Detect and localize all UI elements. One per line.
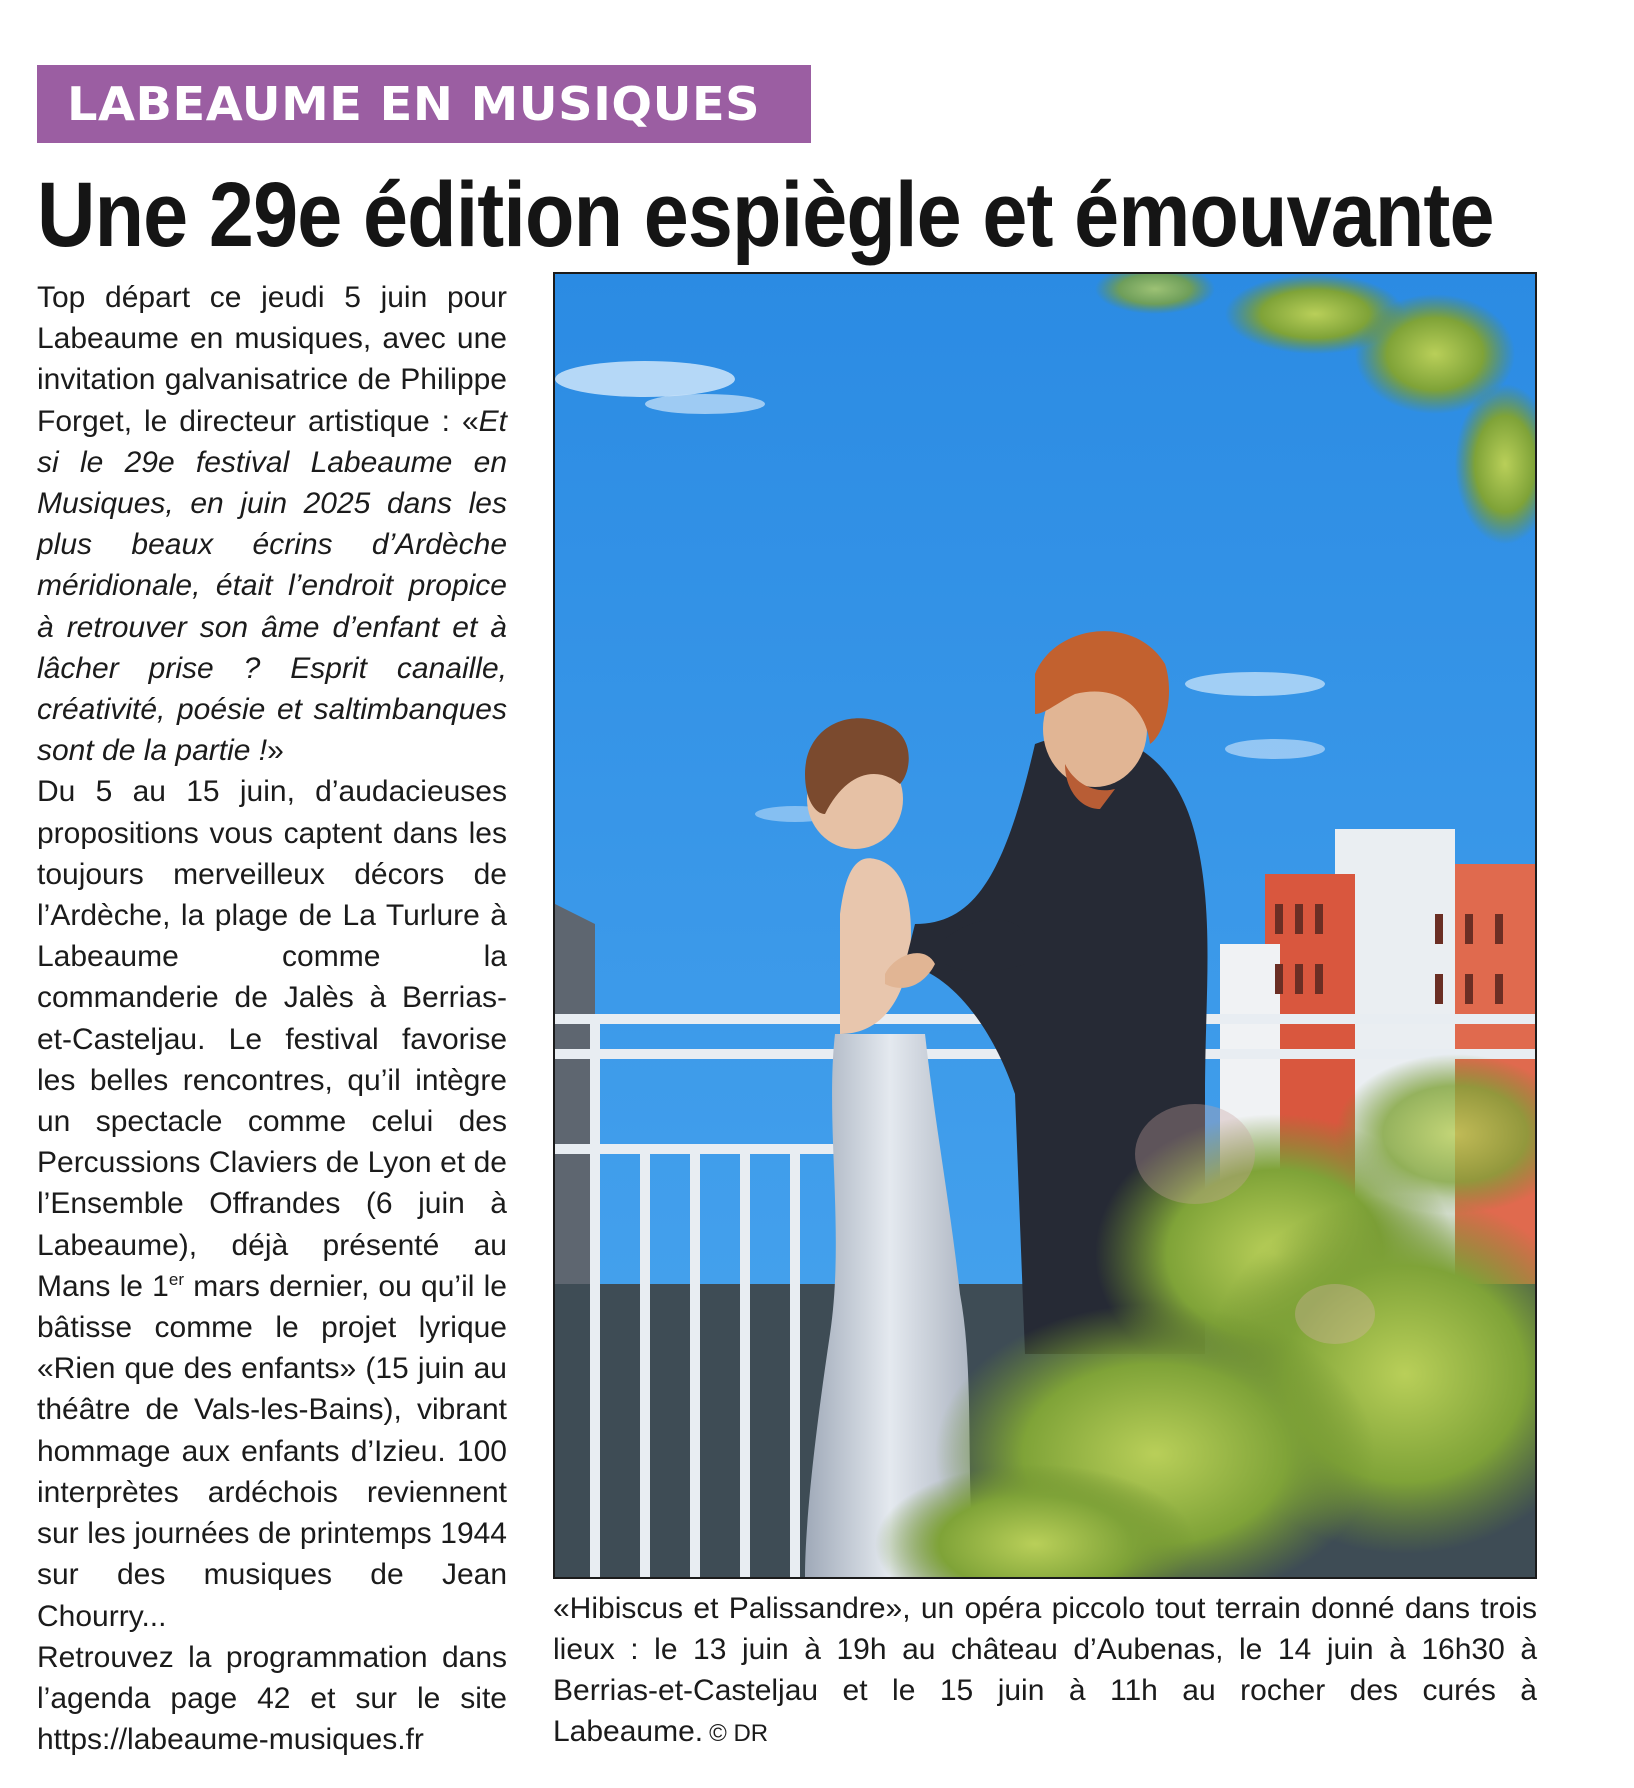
article-headline: Une 29e édition espiègle et émouvante <box>37 164 1494 266</box>
article-paragraph-3: Retrouvez la programmation dans l’agenda page 42 et sur le site https://labeaume-musiques.fr <box>37 1640 507 1757</box>
photo-illustration <box>555 274 1535 1577</box>
article-photo <box>553 272 1537 1579</box>
intro-text: Top départ ce jeudi 5 juin pour Labeaume en musiques, avec une invitation galvanisatrice de Philippe Forget, le directeur artistique : <box>37 281 507 438</box>
cloud <box>1185 672 1325 696</box>
quote-close-mark: » <box>267 734 284 768</box>
article-paragraph-1 <box>37 277 507 771</box>
paragraph-2-part-a: Du 5 au 15 juin, d’audacieuses propositions vous captent dans les toujours merveilleux décors de l’Ardèche, la plage de La Turlure à Labeaume comme la commanderie de Jalès à Berrias-et-Casteljau. Le festival favorise les belles rencontres, qu’il intègre un spectacle comme celui des Percussions Claviers de Lyon et de l’Ensemble Offrandes (6 juin à Labeaume), déjà présenté au Mans le 1 <box>37 775 507 1303</box>
director-quote: Et si le 29e festival Labeaume en Musiques, en juin 2025 dans les plus beaux écrins d’Ardèche méridionale, était l’endroit propice à retrouver son âme d’enfant et à lâcher prise ? Esprit canaille, créativité, poésie et saltimbanques sont de la partie ! <box>37 404 508 768</box>
kicker-label: LABEAUME EN MUSIQUES <box>67 77 761 131</box>
cloud <box>555 361 735 397</box>
caption-text: «Hibiscus et Palissandre», un opéra piccolo tout terrain donné dans trois lieux : le 13 juin à 19h au château d’Aubenas, le 14 juin à 16h30 à Berrias-et-Casteljau et le 15 juin à 11h au rocher des curés à Labeaume. <box>553 1592 1537 1748</box>
photo-credit: © DR <box>709 1720 769 1747</box>
paragraph-2-part-b: mars dernier, ou qu’il le bâtisse comme le projet lyrique «Rien que des enfants» (15 juin au théâtre de Vals-les-Bains), vibrant hommage aux enfants d’Izieu. 100 interprètes ardéchois reviennent sur les journées de printemps 1944 sur des musiques de Jean Chourry... <box>37 1269 507 1633</box>
cloud <box>1225 739 1325 759</box>
article-body <box>37 277 507 1760</box>
section-kicker <box>37 65 811 143</box>
article-paragraph-2 <box>37 771 507 1636</box>
cloud <box>645 394 765 414</box>
photo-caption <box>553 1588 1537 1754</box>
quote-open-mark: « <box>461 404 479 438</box>
ordinal-superscript: er <box>168 1269 184 1289</box>
